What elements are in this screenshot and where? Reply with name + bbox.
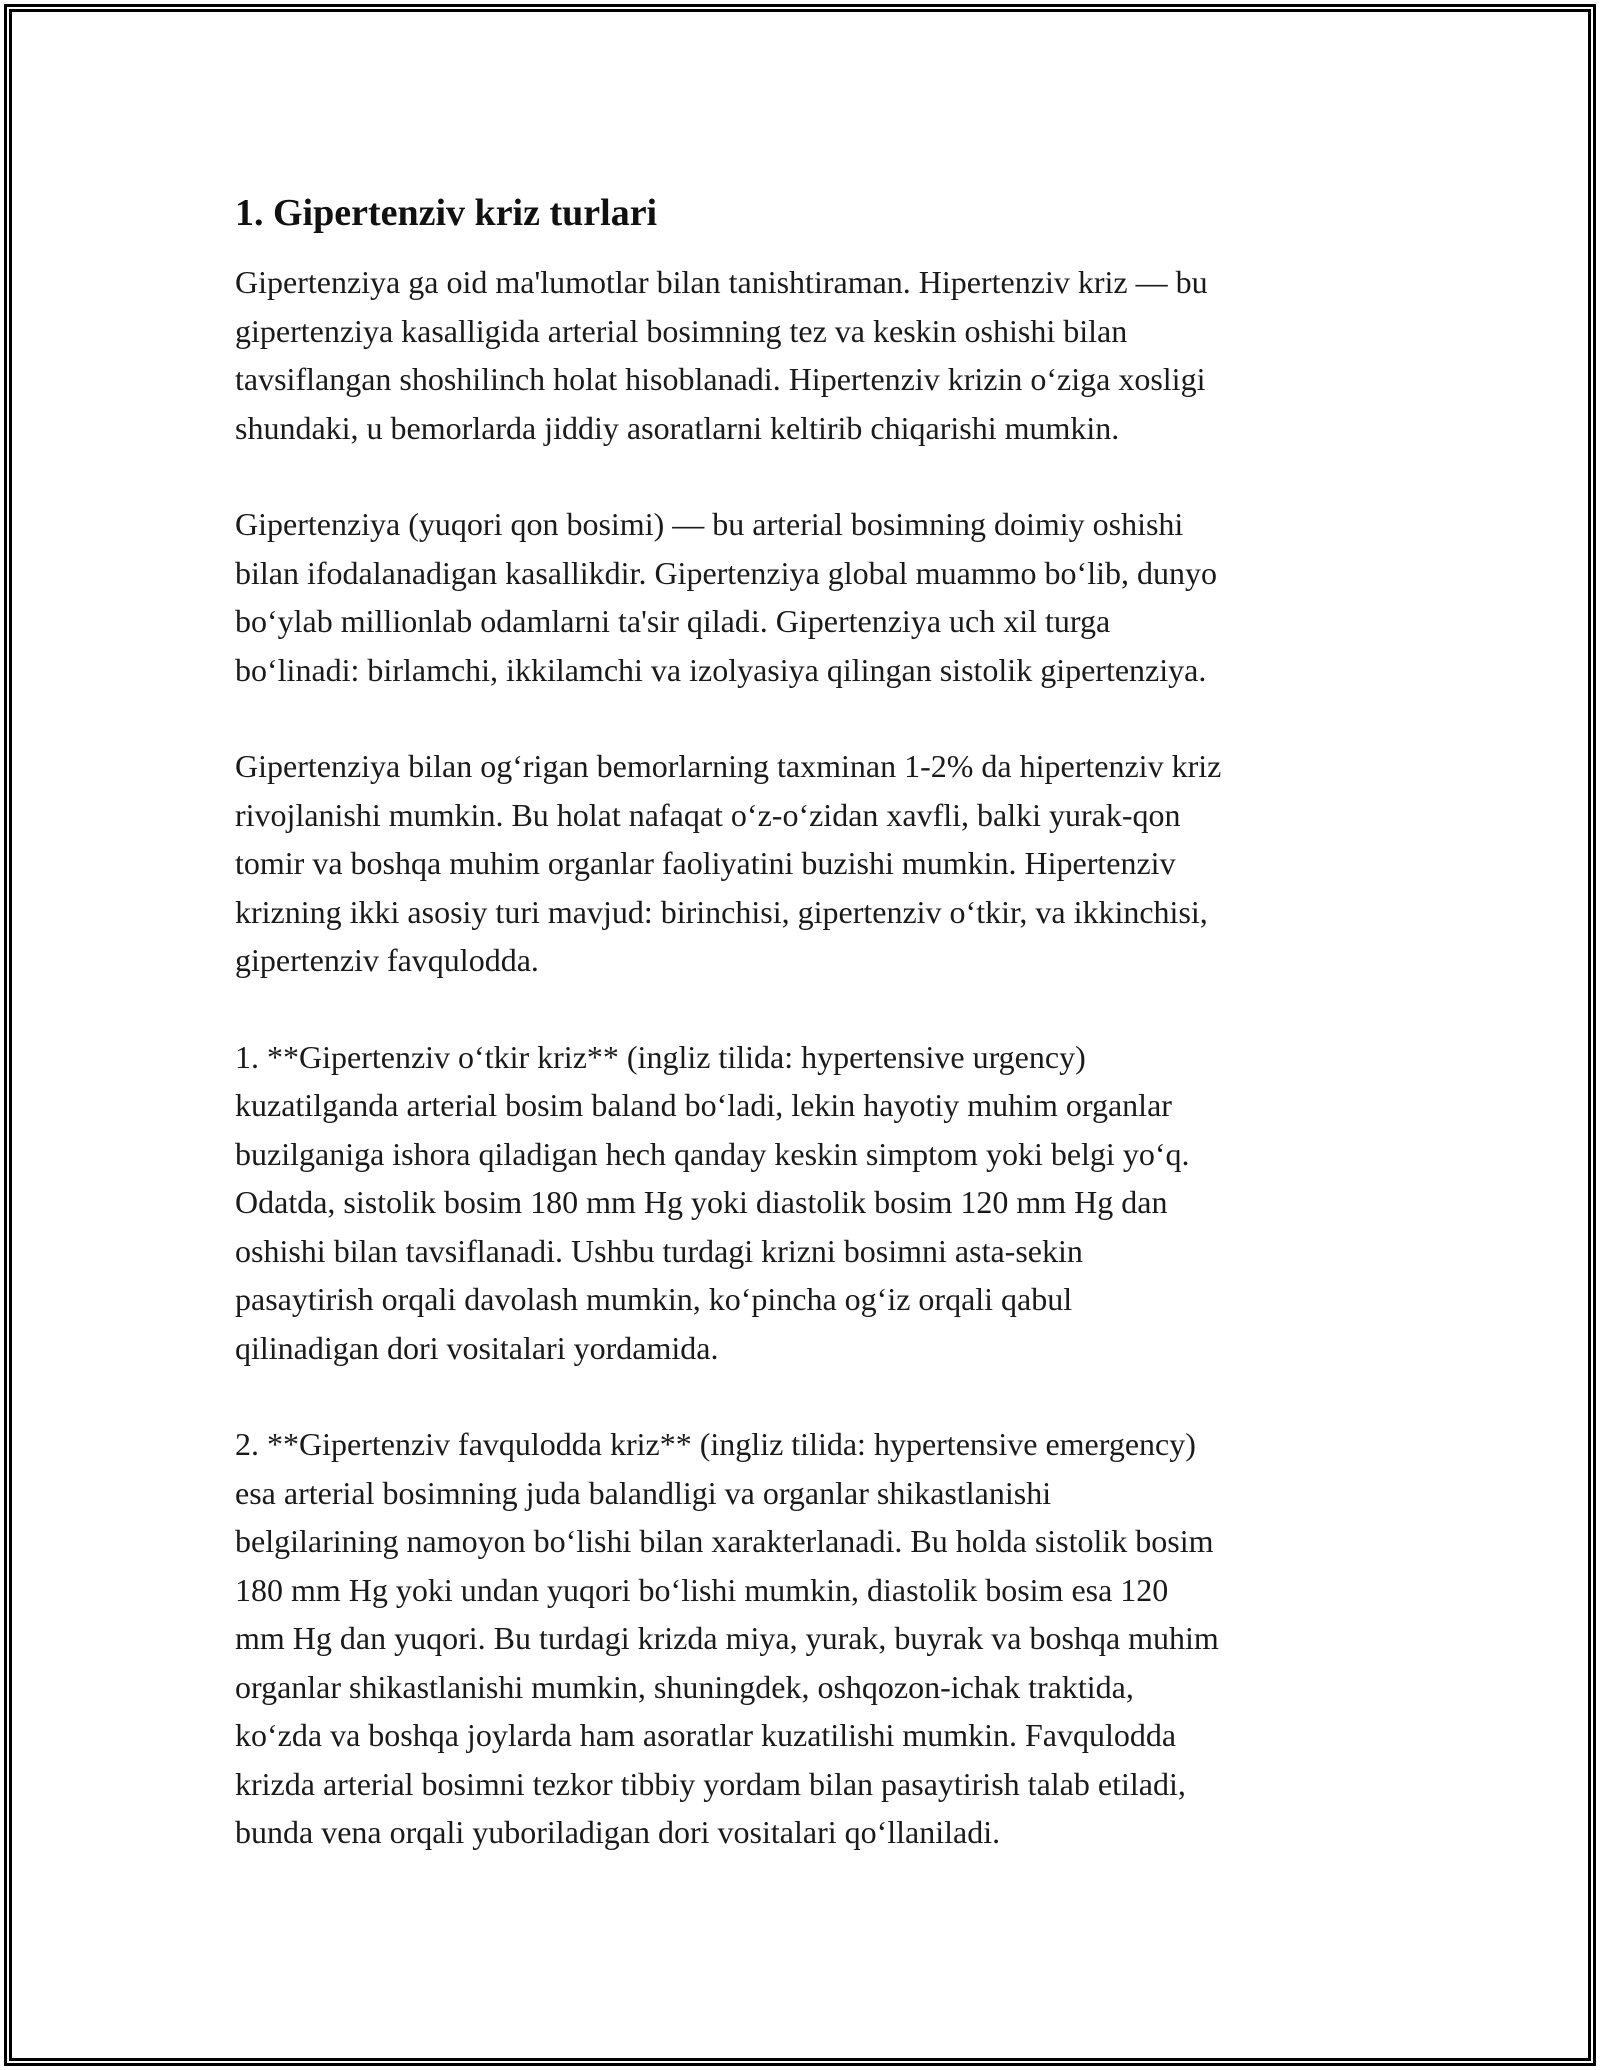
- paragraph-intro: Gipertenziya ga oid ma'lumotlar bilan tanishtiraman. Hipertenziv kriz — bu gipertenziya kasalligida arterial bosimning tez va keskin oshishi bilan tavsiflangan shoshilinch holat hisoblanadi. Hipertenziv krizin o‘ziga xosligi shundaki, u bemorlarda jiddiy asoratlarni keltirib chiqarishi mumkin.: [235, 264, 1208, 446]
- paragraph-emergency: 2. **Gipertenziv favqulodda kriz** (ingliz tilida: hypertensive emergency) esa arterial bosimning juda balandligi va organlar shikastlanishi belgilarining namoyon bo‘lishi bilan xarakterlanadi. Bu holda sistolik bosim 180 mm Hg yoki undan yuqori bo‘lishi mumkin, diastolik bosim esa 120 mm Hg dan yuqori. Bu turdagi krizda miya, yurak, buyrak va boshqa muhim organlar shikastlanishi mumkin, shuningdek, oshqozon-ichak traktida, ko‘zda va boshqa joylarda ham asoratlar kuzatilishi mumkin. Favqulodda krizda arterial bosimni tezkor tibbiy yordam bilan pasaytirish talab etiladi, bunda vena orqali yuboriladigan dori vositalari qo‘llaniladi.: [235, 1426, 1219, 1850]
- paragraph-crisis-types: Gipertenziya bilan og‘rigan bemorlarning taxminan 1-2% da hipertenziv kriz rivojlanishi mumkin. Bu holat nafaqat o‘z-o‘zidan xavfli, balki yurak-qon tomir va boshqa muhim organlar faoliyatini buzishi mumkin. Hipertenziv krizning ikki asosiy turi mavjud: birinchisi, gipertenziv o‘tkir, va ikkinchisi, gipertenziv favqulodda.: [235, 748, 1222, 978]
- document-body: [235, 190, 1375, 1857]
- document-heading: 1. Gipertenziv kriz turlari: [235, 192, 658, 234]
- paragraph-urgency: 1. **Gipertenziv o‘tkir kriz** (ingliz tilida: hypertensive urgency) kuzatilganda arterial bosim baland bo‘ladi, lekin hayotiy muhim organlar buzilganiga ishora qiladigan hech qanday keskin simptom yoki belgi yo‘q. Odatda, sistolik bosim 180 mm Hg yoki diastolik bosim 120 mm Hg dan oshishi bilan tavsiflanadi. Ushbu turdagi krizni bosimni asta-sekin pasaytirish orqali davolash mumkin, ko‘pincha og‘iz orqali qabul qilinadigan dori vositalari yordamida.: [235, 1038, 1190, 1366]
- paragraph-definition: Gipertenziya (yuqori qon bosimi) — bu arterial bosimning doimiy oshishi bilan ifodalanadigan kasallikdir. Gipertenziya global muammo bo‘lib, dunyo bo‘ylab millionlab odamlarni ta'sir qiladi. Gipertenziya uch xil turga bo‘linadi: birlamchi, ikkilamchi va izolyasiya qilingan sistolik gipertenziya.: [235, 506, 1217, 688]
